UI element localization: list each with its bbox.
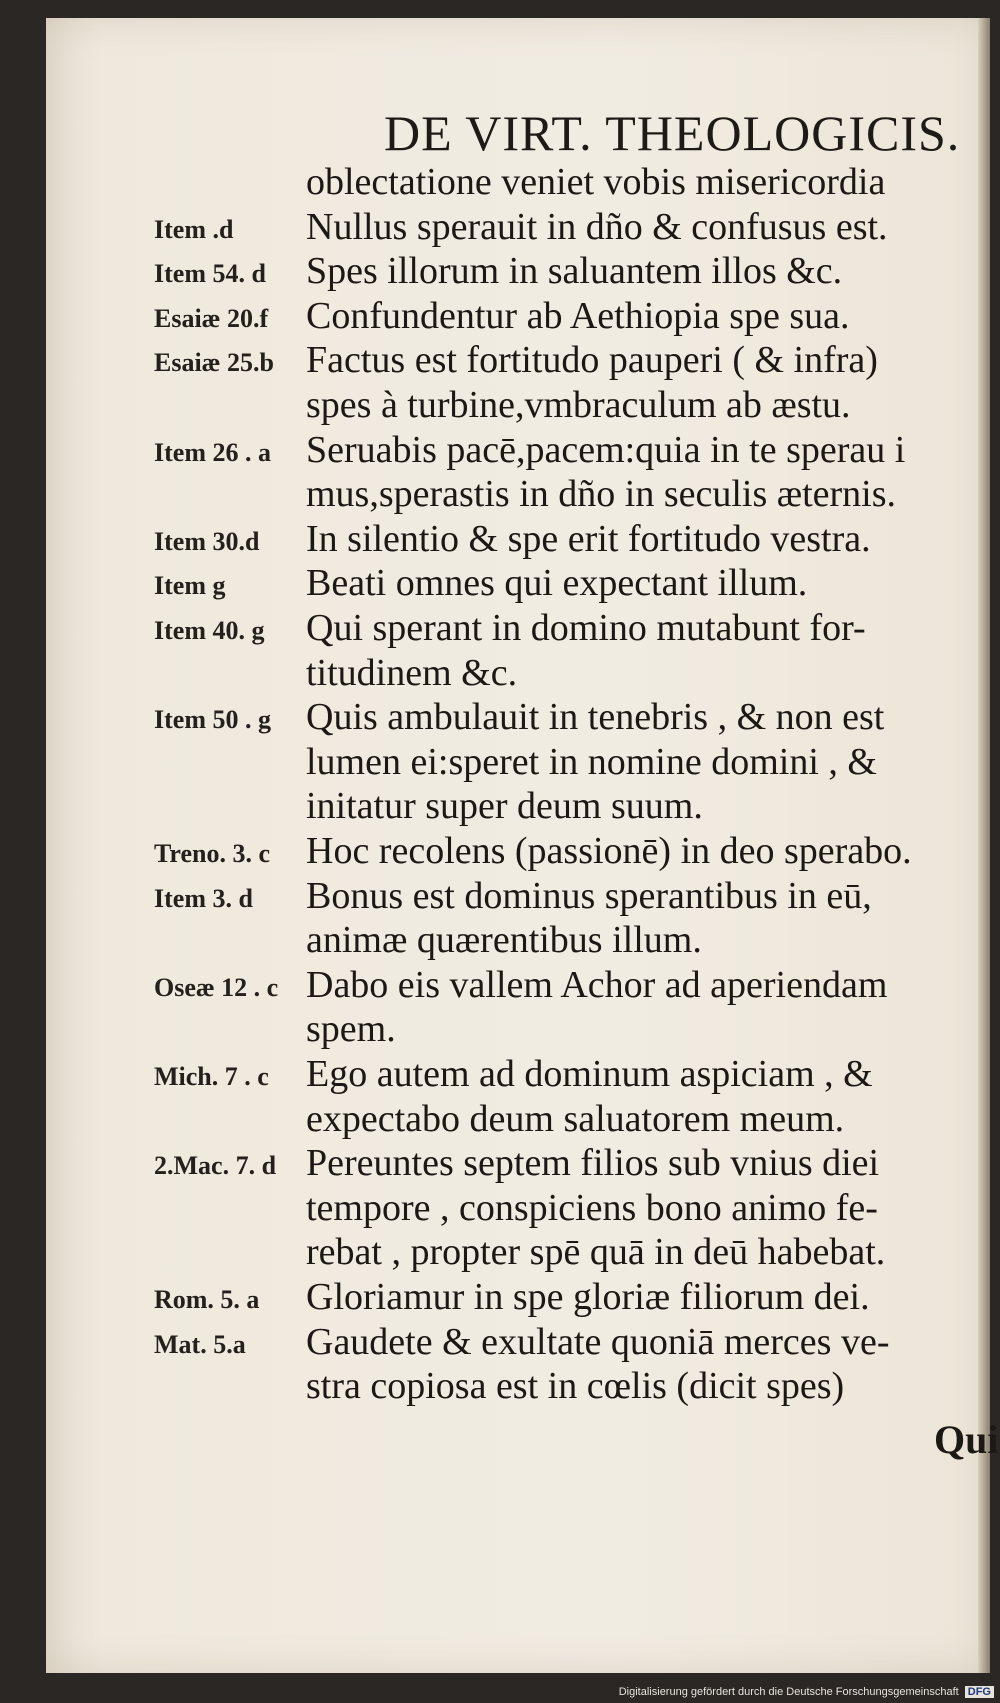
- text-line: [46, 740, 990, 785]
- margin-reference: Item 54. d: [154, 259, 266, 289]
- margin-reference: Item 30.d: [154, 526, 260, 556]
- text-line: [46, 517, 990, 562]
- line-text: Gaudete & exultate quoniā merces ve-: [306, 1320, 890, 1363]
- text-line: [46, 829, 990, 874]
- line-text: Ego autem ad dominum aspiciam , &: [306, 1053, 873, 1095]
- text-line: [46, 1097, 990, 1142]
- running-header: DE VIRT. THEOLOGICIS.: [384, 105, 961, 161]
- dfg-logo: DFG: [965, 1686, 994, 1698]
- text-line: [46, 784, 990, 829]
- line-text: lumen ei:speret in nomine domini , &: [306, 740, 877, 783]
- book-page: [46, 18, 999, 1673]
- text-line: [46, 918, 990, 963]
- line-text: Beati omnes qui expectant illum.: [306, 562, 808, 605]
- text-line: [46, 651, 990, 696]
- line-text: Spes illorum in saluantem illos &c.: [306, 250, 843, 293]
- credit-text: Digitalisierung gefördert durch die Deutsche Forschungsgemeinschaft: [618, 1686, 959, 1698]
- text-line: [46, 294, 990, 339]
- text-line: [46, 428, 990, 473]
- margin-reference: Item .d: [154, 214, 234, 244]
- text-line: [46, 1364, 990, 1409]
- line-text: Nullus sperauit in dño & confusus est.: [306, 205, 888, 248]
- line-text: spem.: [306, 1008, 396, 1051]
- text-line: [46, 338, 990, 383]
- margin-reference: Item 3. d: [154, 883, 253, 913]
- line-text: Gloriamur in spe gloriæ filiorum dei.: [306, 1276, 870, 1318]
- text-line: [46, 1052, 990, 1097]
- margin-reference: 2.Mac. 7. d: [154, 1151, 277, 1181]
- line-text: tempore , conspiciens bono animo fe-: [306, 1186, 878, 1229]
- line-text: rebat , propter spē quā in deū habebat.: [306, 1231, 886, 1274]
- line-text: In silentio & spe erit fortitudo vestra.: [306, 517, 871, 560]
- line-text: oblectatione veniet vobis misericordia: [306, 161, 886, 203]
- margin-reference: Esaiæ 25.b: [154, 348, 274, 378]
- line-text: Quis ambulauit in tenebris , & non est: [306, 696, 885, 739]
- margin-reference: Esaiæ 20.f: [154, 303, 269, 333]
- text-line: [46, 606, 990, 651]
- line-text: Hoc recolens (passionē) in deo sperabo.: [306, 830, 912, 872]
- text-line: [46, 695, 990, 740]
- text-line: [46, 1230, 990, 1275]
- text-line: [46, 472, 990, 517]
- margin-reference: Treno. 3. c: [154, 839, 271, 868]
- margin-reference: Item 26 . a: [154, 437, 271, 467]
- line-text: Qui sperant in domino mutabunt for-: [306, 607, 866, 649]
- line-text: Confundentur ab Aethiopia spe sua.: [306, 294, 850, 337]
- text-line: [46, 383, 990, 428]
- catchword: Qui: [934, 1417, 999, 1462]
- text-line: [46, 249, 990, 294]
- text-line: [46, 1320, 990, 1365]
- text-line: [46, 963, 990, 1008]
- line-text: animæ quærentibus illum.: [306, 919, 702, 962]
- line-text: Pereuntes septem filios sub vnius diei: [306, 1142, 880, 1185]
- text-line: [46, 561, 990, 606]
- line-text: initatur super deum suum.: [306, 785, 703, 828]
- margin-reference: Item 40. g: [154, 616, 265, 645]
- line-text: Factus est fortitudo pauperi ( & infra): [306, 339, 878, 382]
- margin-reference: Rom. 5. a: [154, 1285, 260, 1314]
- margin-reference: Item 50 . g: [154, 705, 271, 735]
- line-text: Seruabis pacē,pacem:quia in te sperau i: [306, 428, 906, 471]
- digitization-credit: [0, 1686, 994, 1698]
- line-text: mus,sperastis in dño in seculis æternis.: [306, 473, 897, 516]
- text-line: [46, 1007, 990, 1052]
- margin-reference: Mich. 7 . c: [154, 1062, 269, 1091]
- margin-reference: Mat. 5.a: [154, 1329, 246, 1359]
- text-line: [46, 1141, 990, 1186]
- text-line: [46, 1275, 990, 1320]
- margin-reference: Item g: [154, 571, 226, 601]
- line-text: titudinem &c.: [306, 651, 518, 694]
- line-text: stra copiosa est in cœlis (dicit spes): [306, 1365, 845, 1408]
- margin-reference: Oseæ 12 . c: [154, 972, 279, 1002]
- text-line: [46, 160, 990, 205]
- text-line: [46, 1186, 990, 1231]
- text-line: [46, 874, 990, 919]
- line-text: Bonus est dominus sperantibus in eū,: [306, 874, 872, 917]
- text-line: [46, 205, 990, 250]
- line-text: spes à turbine,vmbraculum ab æstu.: [306, 384, 851, 426]
- line-text: expectabo deum saluatorem meum.: [306, 1097, 845, 1140]
- line-text: Dabo eis vallem Achor ad aperiendam: [306, 963, 888, 1006]
